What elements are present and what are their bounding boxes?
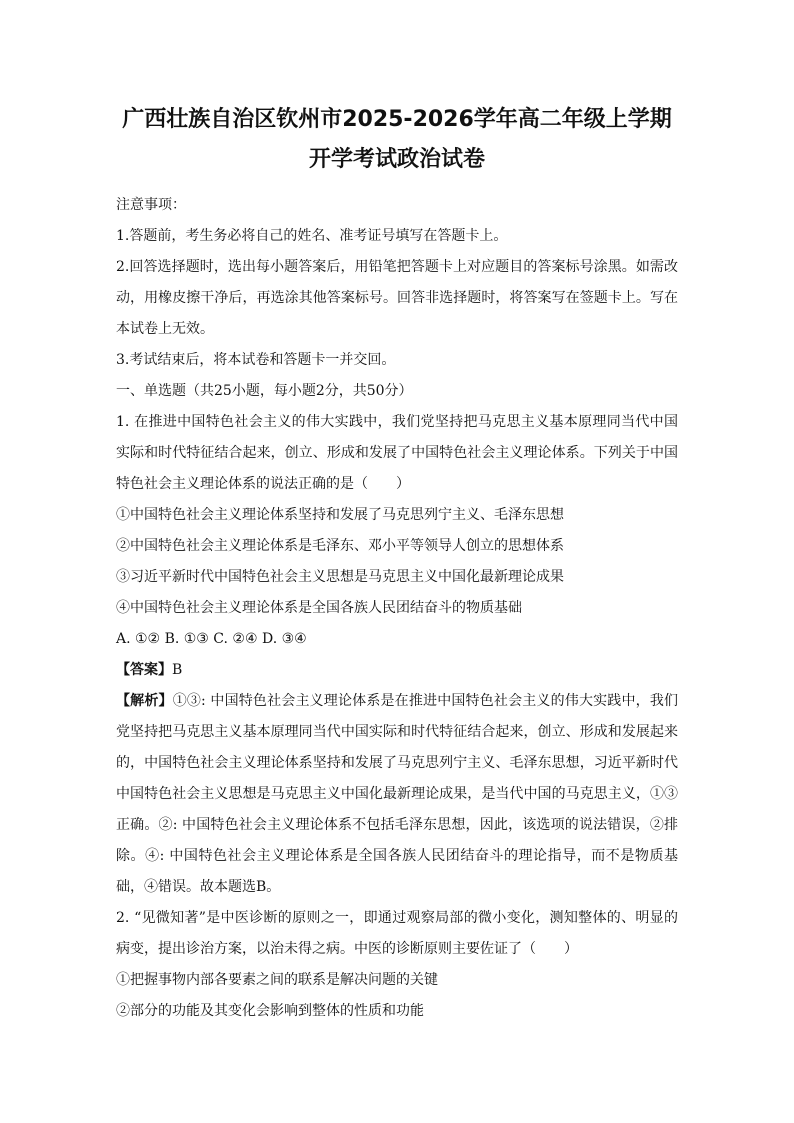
answer-value: B — [172, 662, 183, 678]
question-1-choices: A. ①② B. ①③ C. ②④ D. ③④ — [116, 631, 307, 647]
question-2-stem: 2. “见微知著”是中医诊断的原则之一，即通过观察局部的微小变化，测知整体的、明显的病变，提出诊治方案，以治未得之病。中医的诊断原则主要佐证了（ ） — [116, 910, 678, 957]
analysis-label: 【解析】 — [116, 693, 173, 709]
question-1-analysis — [116, 686, 678, 903]
notice-item-2: 2.回答选择题时，选出每小题答案后，用铅笔把答题卡上对应题目的答案标号涂黑。如需改动，用橡皮擦干净后，再选涂其他答案标号。回答非选择题时，将答案写在签题卡上。写在本试卷上无效。 — [116, 259, 678, 337]
question-1-option-2: ②中国特色社会主义理论体系是毛泽东、邓小平等领导人创立的思想体系 — [116, 538, 564, 554]
exam-title-line2: 开学考试政治试卷 — [308, 147, 485, 172]
question-1-option-3: ③习近平新时代中国特色社会主义思想是马克思主义中国化最新理论成果 — [116, 569, 564, 585]
question-1-option-4: ④中国特色社会主义理论体系是全国各族人民团结奋斗的物质基础 — [116, 600, 522, 616]
question-2-option-2: ②部分的功能及其变化会影响到整体的性质和功能 — [116, 1003, 424, 1019]
exam-title-line1: 广西壮族自治区钦州市2025-2026学年高二年级上学期 — [122, 107, 672, 132]
question-1-stem: 1. 在推进中国特色社会主义的伟大实践中，我们党坚持把马克思主义基本原理同当代中国实际和时代特征结合起来，创立、形成和发展了中国特色社会主义理论体系。下列关于中国特色社会主义理论体系的说法正确的是（ ） — [116, 414, 678, 492]
question-2-option-1: ①把握事物内部各要素之间的联系是解决问题的关键 — [116, 972, 438, 988]
notice-item-3: 3.考试结束后，将本试卷和答题卡一并交回。 — [116, 352, 396, 368]
notice-item-1: 1.答题前，考生务必将自己的姓名、准考证号填写在答题卡上。 — [116, 228, 508, 244]
analysis-text: ①③: 中国特色社会主义理论体系是在推进中国特色社会主义的伟大实践中，我们党坚持把马克思主义基本原理同当代中国实际和时代特征结合起来，创立、形成和发展起来的，中国特色社会主义理论体系坚持和发展了马克思列宁主义、毛泽东思想，习近平新时代中国特色社会主义思想是马克思主义中国化最新理论成果，是当代中国的马克思主义，①③正确。②: 中国特色社会主义理论体系不包括毛泽东思想，因此，该选项的说法错误，②排除。④: 中国特色社会主义理论体系是全国各族人民团结奋斗的理论指导，而不是物质基础，④错误。故本题选B。 — [116, 693, 678, 895]
notice-heading: 注意事项： — [116, 197, 186, 213]
question-1-answer — [116, 655, 678, 686]
answer-label: 【答案】 — [116, 662, 172, 678]
section-heading: 一、单选题（共25小题，每小题2分，共50分） — [116, 383, 413, 399]
question-1-option-1: ①中国特色社会主义理论体系坚持和发展了马克思列宁主义、毛泽东思想 — [116, 507, 564, 523]
